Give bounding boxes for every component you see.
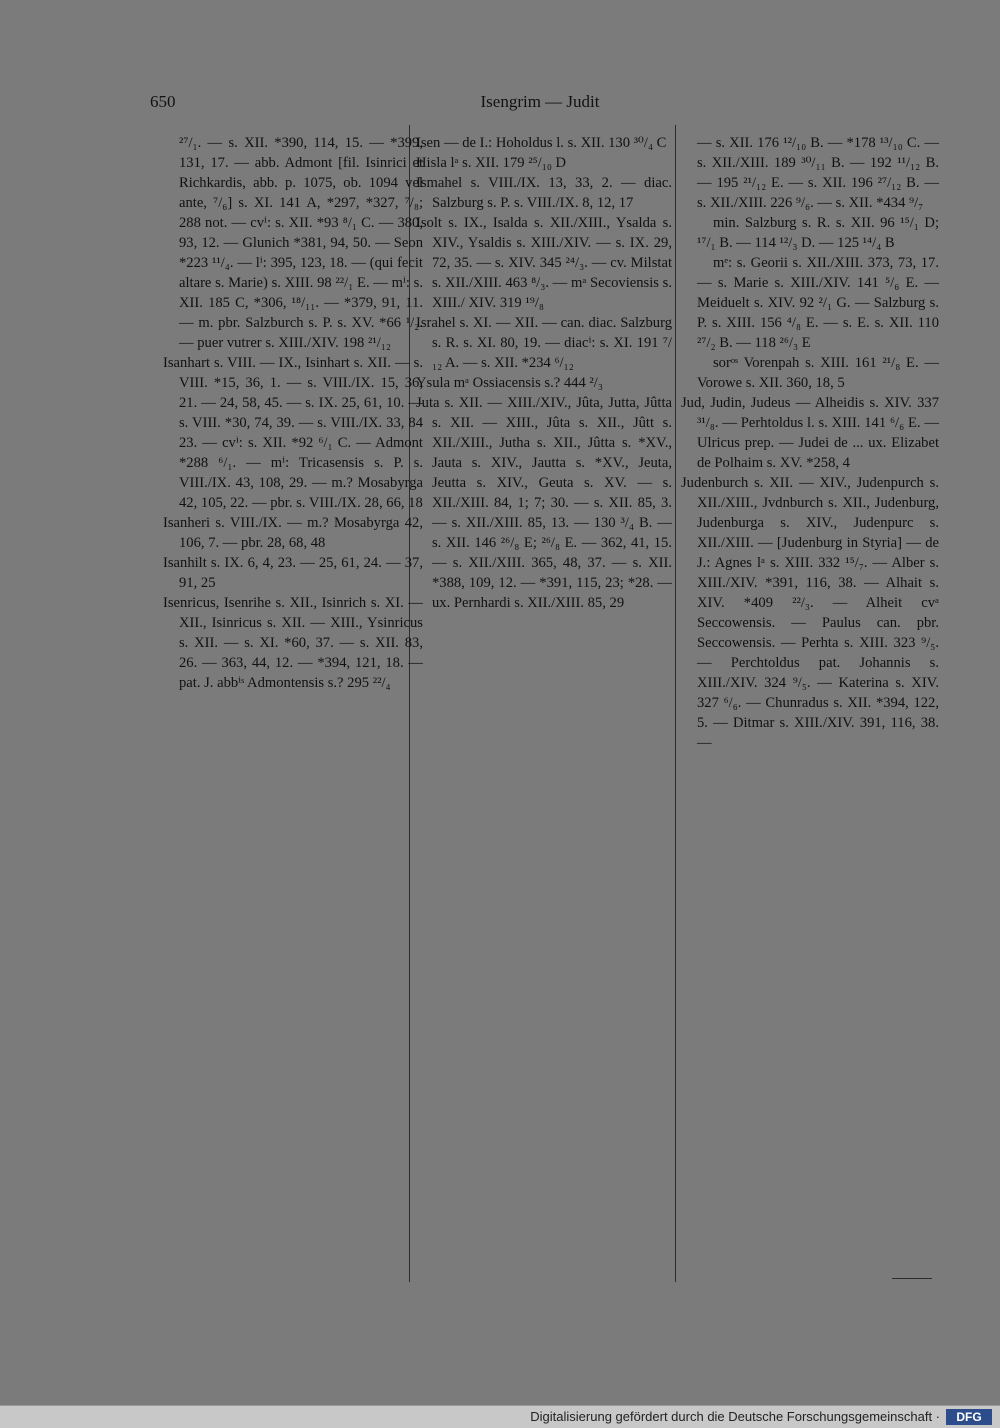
entry: Hisla lᵃ s. XII. 179 ²⁵/₁₀ D bbox=[416, 155, 567, 171]
entry: Ysula mᵃ Ossiacensis s.? 444 ²/₃ bbox=[416, 375, 603, 391]
entry: — s. XII. 176 ¹²/₁₀ B. — *178 ¹³/₁₀ C. — s. XII./XIII. 189 ³⁰/₁₁ B. — 192 ¹¹/₁₂ B. — 195 ²¹/₁₂ E. — s. XII. 196 ²⁷/₁₂ B. — s. XII./XIII. 226 ⁹/₆. — s. XII. *434 ⁹/₇ bbox=[697, 135, 939, 211]
dfg-logo-icon[interactable]: DFG bbox=[946, 1409, 992, 1425]
entry: Juta s. XII. — XIII./XIV., Jûta, Jutta, Jûtta s. XII. — XIII., Jûta s. XII., Jûtt s. XII./XIII., Jutha s. XII., Jûtta s. *XV., Jauta s. XIV., Jautta s. *XV., Jeuta, Jeutta s. XIV., Geuta s. XV. — s. XII./XIII. 84, 1; 7; 30. — s. XII. 85, 3. — s. XII./XIII. 85, 13. — 130 ³/₄ B. — s. XII. 146 ²⁶/₈ E; ²⁶/₈ E. — 362, 41, 15. — s. XII./XIII. 365, 48, 37. — s. XII. *388, 109, 12. — *391, 115, 23; *28. — ux. Pernhardi s. XII./XIII. 85, 29 bbox=[416, 395, 672, 611]
entry: sorᵒˢ Vorenpah s. XIII. 161 ²¹/₈ E. — Vorowe s. XII. 360, 18, 5 bbox=[697, 355, 939, 391]
running-head: Isengrim — Judit bbox=[480, 92, 600, 111]
entry: Judenburch s. XII. — XIV., Judenpurch s. XII./XIII., Jvdnburch s. XII., Judenburg, Judenburga s. XIV., Judenpurc s. XII./XIII. — [Judenburg in Styria] — de J.: Agnes lᵃ s. XIII. 332 ¹⁵/₇. — Alber s. XIII./XIV. *391, 116, 38. — Alhait s. XIV. *409 ²²/₃. — Alheit cvᵃ Seccowensis. — Paulus can. pbr. Seccowensis. — Perhta s. XIII. 323 ⁹/₅. — Perchtoldus pat. Johannis s. XIII./XIV. 324 ⁹/₅. — Katerina s. XIV. 327 ⁶/₆. — Chunradus s. XII. *394, 122, 5. — Ditmar s. XIII./XIV. 391, 116, 38. — bbox=[681, 475, 939, 751]
column-divider bbox=[675, 125, 676, 1282]
text-column-1 bbox=[163, 133, 423, 1293]
text-column-3 bbox=[681, 133, 939, 1293]
entry: mᵉ: s. Georii s. XII./XIII. 373, 73, 17. — s. Marie s. XIII./XIV. 141 ⁵/₆ E. — Meiduelt s. XIV. 92 ²/₁ G. — Salzburg s. P. s. XIII. 156 ⁴/₈ E. — s. E. s. XII. 110 ²⁷/₂ B. — 118 ²⁶/₃ E bbox=[697, 255, 939, 351]
entry: Jud, Judin, Judeus — Alheidis s. XIV. 337 ³¹/₈. — Perhtoldus l. s. XIII. 141 ⁶/₆ E. — Ulricus prep. — Judei de ... ux. Elizabet de Polhaim s. XV. *258, 4 bbox=[681, 395, 939, 471]
end-rule bbox=[892, 1278, 932, 1279]
entry: Isenricus, Isenrihe s. XII., Isinrich s. XI. — XII., Isinricus s. XII. — XIII., Ysinricus s. XII. — s. XI. *60, 37. — s. XII. 83, 26. — 363, 44, 12. — *394, 121, 18. — pat. J. abbⁱˢ Admontensis s.? 295 ²²/₄ bbox=[163, 595, 423, 691]
text-column-2 bbox=[416, 133, 672, 1293]
entry: Ismahel s. VIII./IX. 13, 33, 2. — diac. Salzburg s. P. s. VIII./IX. 8, 12, 17 bbox=[416, 175, 672, 211]
entry: min. Salzburg s. R. s. XII. 96 ¹⁵/₁ D; ¹⁷/₁ B. — 114 ¹²/₃ D. — 125 ¹⁴/₄ B bbox=[697, 215, 939, 251]
page-number: 650 bbox=[150, 92, 176, 111]
entry: Isolt s. IX., Isalda s. XII./XIII., Ysalda s. XIV., Ysaldis s. XIII./XIV. — s. IX. 29, 72, 35. — s. XIV. 345 ²⁴/₃. — cv. Milstat s. XII./XIII. 463 ⁸/₃. — mᵃ Secoviensis s. XIII./ XIV. 319 ¹⁹/₈ bbox=[416, 215, 672, 311]
footer-credit: Digitalisierung gefördert durch die Deutsche Forschungsgemeinschaft · bbox=[530, 1409, 940, 1424]
entry: Isanhart s. VIII. — IX., Isinhart s. XII. — s. VIII. *15, 36, 1. — s. VIII./IX. 15, 36, 21. — 24, 58, 45. — s. IX. 25, 61, 10. — s. VIII. *30, 74, 39. — s. VIII./IX. 33, 84 23. — cvⁱ: s. XII. *92 ⁶/₁ C. — Admont *288 ⁶/₁. — mⁱ: Tricasensis s. P. s. VIII./IX. 43, 108, 29. — m.? Mosabyrga 42, 105, 22. — pbr. s. VIII./IX. 28, 66, 18 bbox=[163, 355, 423, 511]
page-header bbox=[150, 92, 930, 116]
entry: Isanhilt s. IX. 6, 4, 23. — 25, 61, 24. — 37, 91, 25 bbox=[163, 555, 423, 591]
entry: ²⁷/₁. — s. XII. *390, 114, 15. — *399, 131, 17. — abb. Admont [fil. Isinrici et Richkardis, abb. p. 1075, ob. 1094 vel ante, ⁷/₆] s. XI. 141 A, *297, *327, ⁷/₈; 288 not. — cvⁱ: s. XII. *93 ⁸/₁ C. — 380, 93, 12. — Glunich *381, 94, 50. — Seon *223 ¹¹/₄. — lⁱ: 395, 123, 18. — (qui fecit altare s. Marie) s. XIII. 98 ²²/₁ E. — mⁱ: s. XII. 185 C, *306, ¹⁸/₁₁. — *379, 91, 11. — m. pbr. Salzburch s. P. s. XV. *66 ¹/₂. — puer vutrer s. XIII./XIV. 198 ²¹/₁₂ bbox=[179, 135, 423, 351]
entry: Isen — de I.: Hoholdus l. s. XII. 130 ³⁰/₄ C bbox=[416, 135, 667, 151]
entry: Isanheri s. VIII./IX. — m.? Mosabyrga 42, 106, 7. — pbr. 28, 68, 48 bbox=[163, 515, 423, 551]
footer-bar bbox=[0, 1405, 1000, 1428]
entry: Israhel s. XI. — XII. — can. diac. Salzburg s. R. s. XI. 80, 19. — diacⁱ: s. XI. 191 ⁷/₁₂ A. — s. XII. *234 ⁶/₁₂ bbox=[416, 315, 672, 371]
